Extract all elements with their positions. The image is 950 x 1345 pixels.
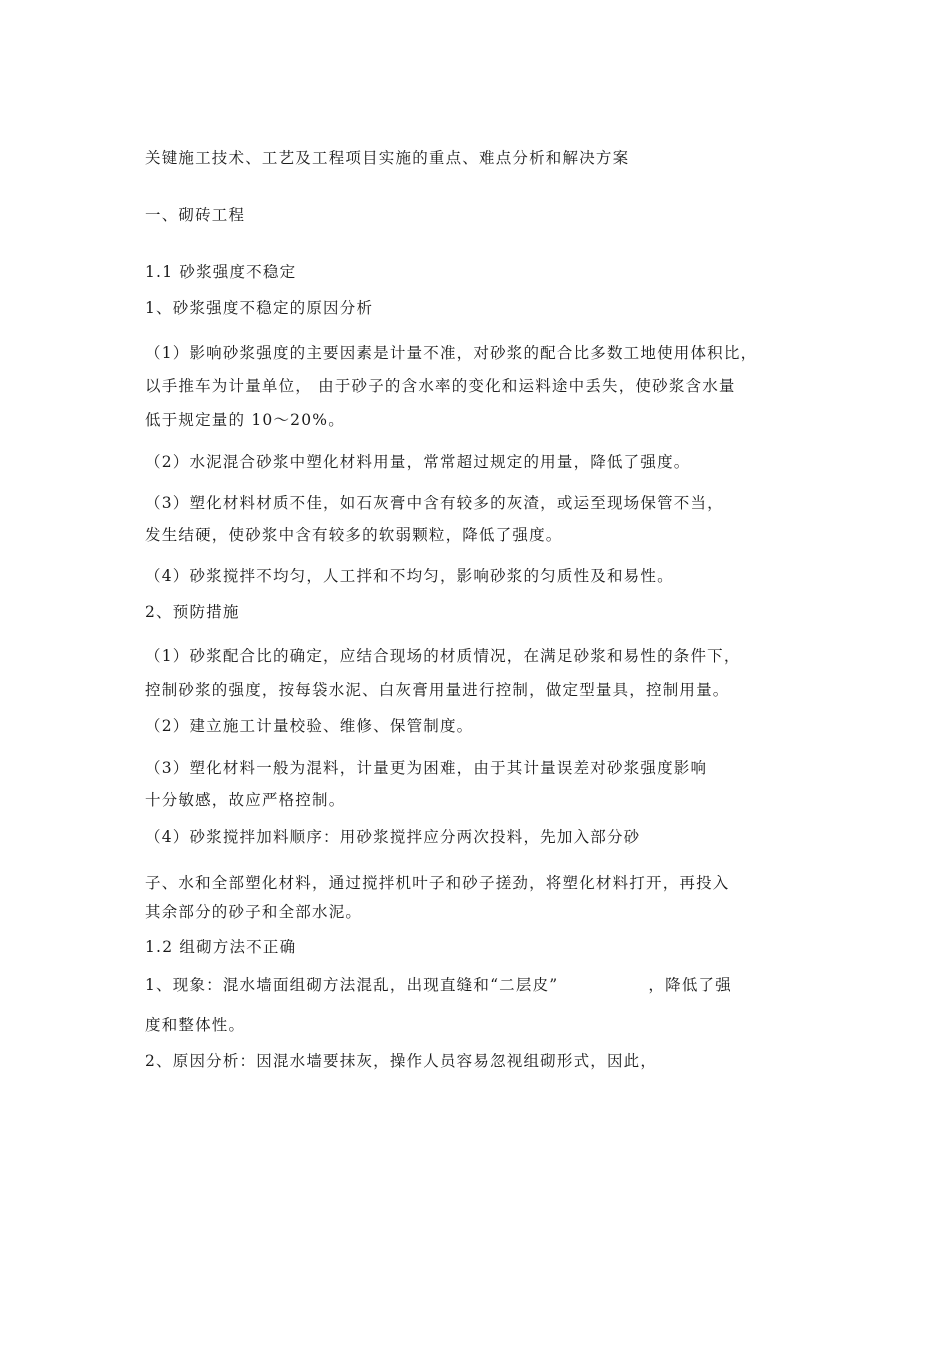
subsection-heading-mortar-strength: 1.1 砂浆强度不稳定 [145,263,297,281]
reason-analysis-line-1: 2、原因分析：因混水墙要抹灰，操作人员容易忽视组砌形式，因此， [145,1052,658,1070]
cause-1-line-2: 以手推车为计量单位， 由于砂子的含水率的变化和运料途中丢失，使砂浆含水量 [145,377,736,395]
prevention-2: （2）建立施工计量校验、维修、保管制度。 [145,717,474,735]
prevention-4-line-1: （4）砂浆搅拌加料顺序：用砂浆搅拌应分两次投料，先加入部分砂 [145,828,641,846]
prevention-3-line-2: 十分敏感，故应严格控制。 [145,791,346,809]
phenomenon-line-2: 度和整体性。 [145,1016,246,1034]
prevention-4-line-3: 其余部分的砂子和全部水泥。 [145,903,363,921]
cause-3-line-2: 发生结硬，使砂浆中含有较多的软弱颗粒，降低了强度。 [145,526,563,544]
prevention-1-line-1: （1）砂浆配合比的确定，应结合现场的材质情况，在满足砂浆和易性的条件下， [145,647,741,665]
cause-1-line-1: （1）影响砂浆强度的主要因素是计量不准，对砂浆的配合比多数工地使用体积比， [145,344,758,362]
cause-1-line-3: 低于规定量的 10～20%。 [145,411,345,429]
section-heading-masonry: 一、砌砖工程 [145,206,246,224]
phenomenon-line-1 [145,975,732,995]
cause-3-line-1: （3）塑化材料材质不佳，如石灰膏中含有较多的灰渣，或运至现场保管不当， [145,494,724,512]
phenomenon-text-part-2: ，降低了强 [648,976,732,994]
cause-2: （2）水泥混合砂浆中塑化材料用量，常常超过规定的用量，降低了强度。 [145,453,691,471]
cause-4: （4）砂浆搅拌不均匀，人工拌和不均匀，影响砂浆的匀质性及和易性。 [145,567,674,585]
prevention-4-line-2: 子、水和全部塑化材料，通过搅拌机叶子和砂子搓劲，将塑化材料打开，再投入 [145,874,730,892]
prevention-1-line-2: 控制砂浆的强度，按每袋水泥、白灰膏用量进行控制，做定型量具，控制用量。 [145,681,730,699]
prevention-heading: 2、预防措施 [145,603,240,621]
subsection-heading-bonding-method: 1.2 组砌方法不正确 [145,938,297,956]
prevention-3-line-1: （3）塑化材料一般为混料，计量更为困难，由于其计量误差对砂浆强度影响 [145,759,708,777]
phenomenon-text-part-1: 1、现象：混水墙面组砌方法混乱，出现直缝和“二层皮” [145,976,559,994]
document-title: 关键施工技术、工艺及工程项目实施的重点、难点分析和解决方案 [145,149,630,167]
cause-analysis-heading: 1、砂浆强度不稳定的原因分析 [145,299,374,317]
